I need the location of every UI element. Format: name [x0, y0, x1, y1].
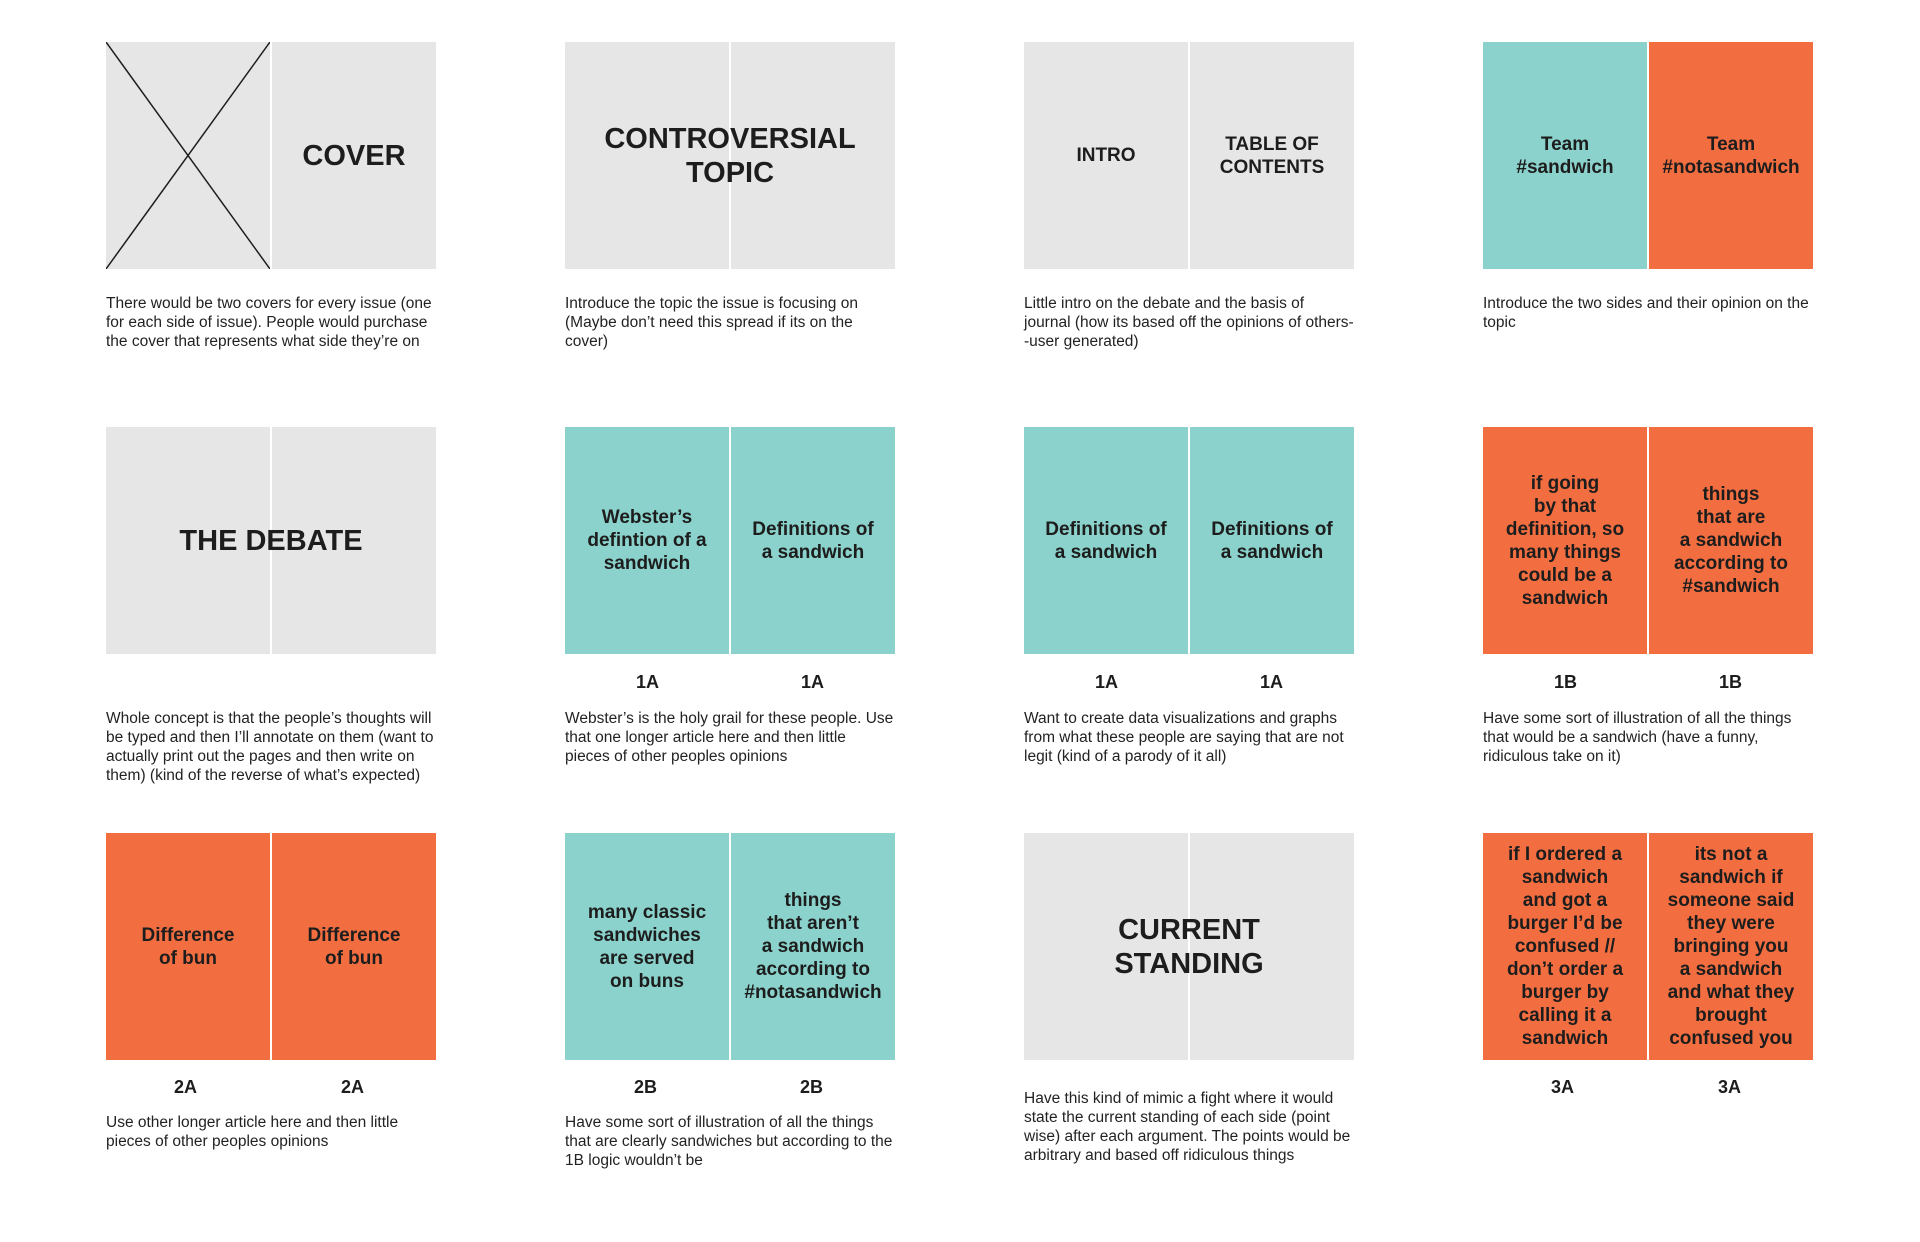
page-left-team-sandwich: Team #sandwich [1483, 42, 1648, 269]
page-right-title: COVER [271, 42, 436, 269]
spread-description: There would be two covers for every issue (one for each side of issue). People would purchase the cover that represents what side they’re on [106, 295, 432, 350]
page-label-right: 1A [800, 672, 824, 692]
spread-description: Little intro on the debate and the basis of journal (how its based off the opinions of others--user generated) [1024, 295, 1354, 350]
page-left-blank [106, 42, 271, 269]
page-left: Difference of bun [106, 833, 271, 1060]
page-label-right: 3A [1717, 1077, 1741, 1097]
spread-description: Introduce the topic the issue is focusing on (Maybe don’t need this spread if its on the cover) [565, 295, 858, 350]
spread-definitions [1024, 427, 1354, 654]
page-left: if going by that definition, so many things could be a sandwich [1483, 427, 1648, 654]
spread-description: Have this kind of mimic a fight where it would state the current standing of each side (point wise) after each argument. The points would be arbitrary and based off ridiculous things [1024, 1090, 1351, 1164]
spread-description: Webster’s is the holy grail for these people. Use that one longer article here and then little pieces of other peoples opinions [565, 710, 894, 765]
page-label-left: 2A [173, 1077, 197, 1097]
page-label-left: 3A [1550, 1077, 1574, 1097]
spread-description: Use other longer article here and then little pieces of other peoples opinions [106, 1114, 399, 1150]
spread-description: Want to create data visualizations and graphs from what these people are saying that are not legit (kind of a parody of it all) [1024, 710, 1344, 765]
page-right [271, 427, 436, 654]
page-right: things that are a sandwich according to #sandwich [1648, 427, 1813, 654]
spread-classic-sandwiches [565, 833, 895, 1060]
spread-cover [106, 42, 436, 269]
spread-title: CURRENT STANDING [1114, 913, 1264, 980]
spread-the-debate [106, 427, 436, 654]
page-right: Difference of bun [271, 833, 436, 1060]
page-left: many classic sandwiches are served on buns [565, 833, 730, 1060]
page-right: things that aren’t a sandwich according to #notasandwich [730, 833, 895, 1060]
cross-out-icon [106, 42, 270, 269]
page-label-right: 1A [1259, 672, 1283, 692]
page-left: Webster’s defintion of a sandwich [565, 427, 730, 654]
spread-controversial-topic [565, 42, 895, 269]
page-label-right: 1B [1718, 672, 1742, 692]
spread-teams [1483, 42, 1813, 269]
page-label-left: 1B [1553, 672, 1577, 692]
spread-description: Whole concept is that the people’s thoughts will be typed and then I’ll annotate on them (want to actually print out the pages and then write on them) (kind of the reverse of what’s expected) [106, 710, 434, 784]
page-left: if I ordered a sandwich and got a burger I’d be confused // don’t order a burger by calling it a sandwich [1483, 833, 1648, 1060]
page-right-team-notasandwich: Team #notasandwich [1648, 42, 1813, 269]
spread-things-that-are-sandwich [1483, 427, 1813, 654]
page-left [565, 42, 730, 269]
spread-title: CONTROVERSIAL TOPIC [604, 122, 856, 189]
page-right [1189, 833, 1354, 1060]
page-label-right: 2B [799, 1077, 823, 1097]
page-right: Definitions of a sandwich [730, 427, 895, 654]
page-label-left: 1A [635, 672, 659, 692]
page-right: its not a sandwich if someone said they were bringing you a sandwich and what they brought confused you [1648, 833, 1813, 1060]
spread-current-standing [1024, 833, 1354, 1060]
page-right [730, 42, 895, 269]
spread-difference-of-bun [106, 833, 436, 1060]
spread-description: Have some sort of illustration of all the things that are clearly sandwiches but according to the 1B logic wouldn’t be [565, 1114, 893, 1169]
page-left [106, 427, 271, 654]
page-right-toc: TABLE OF CONTENTS [1189, 42, 1354, 269]
spread-title: THE DEBATE [179, 524, 363, 557]
page-left-intro: INTRO [1024, 42, 1189, 269]
page-label-right: 2A [340, 1077, 364, 1097]
page-right: Definitions of a sandwich [1189, 427, 1354, 654]
page-label-left: 2B [633, 1077, 657, 1097]
spread-description: Introduce the two sides and their opinion on the topic [1483, 295, 1809, 331]
page-left: Definitions of a sandwich [1024, 427, 1189, 654]
page-label-left: 1A [1094, 672, 1118, 692]
spread-description: Have some sort of illustration of all the things that would be a sandwich (have a funny, ridiculous take on it) [1483, 710, 1792, 765]
spread-burger-confusion [1483, 833, 1813, 1060]
spread-intro-toc [1024, 42, 1354, 269]
spread-websters [565, 427, 895, 654]
page-left [1024, 833, 1189, 1060]
